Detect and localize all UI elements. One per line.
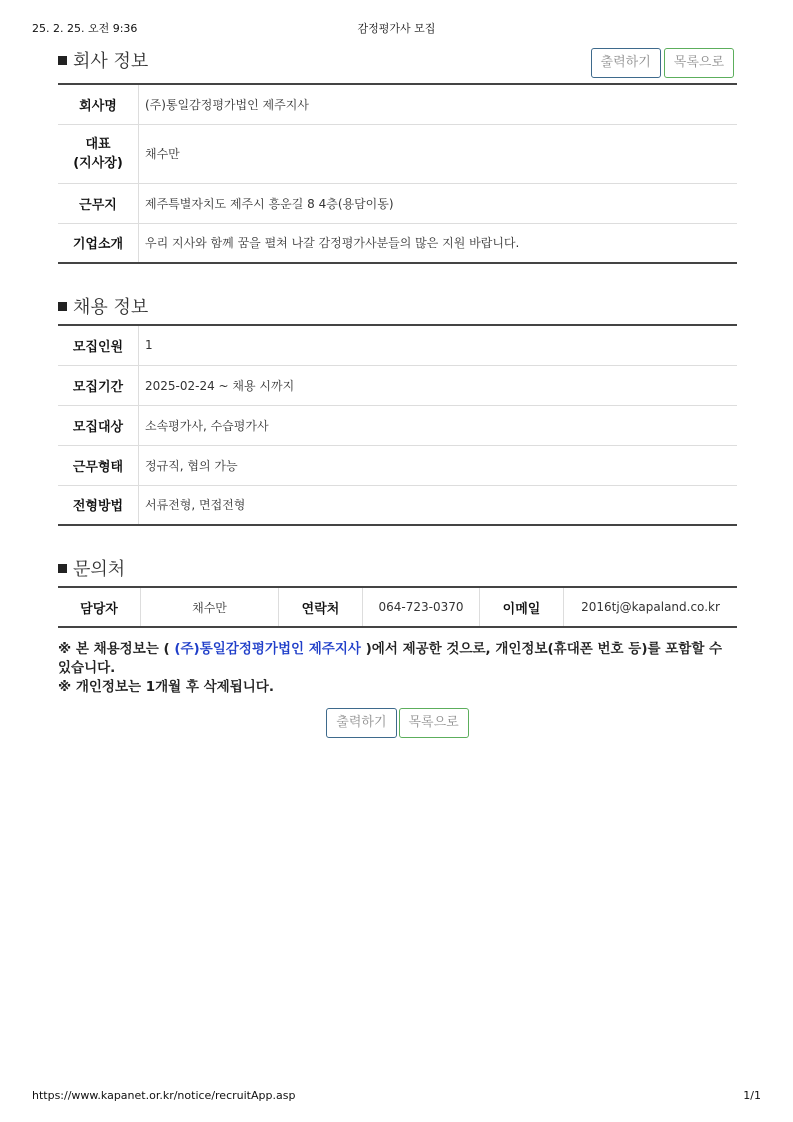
print-url: https://www.kapanet.or.kr/notice/recruitApp.asp [32,1089,296,1102]
representative-value: 채수만 [139,124,738,183]
contact-table [58,586,737,628]
print-button[interactable]: 출력하기 [591,48,661,78]
company-intro-value: 우리 지사와 함께 꿈을 펼쳐 나갈 감정평가사분들의 많은 지원 바랍니다. [145,236,520,251]
company-section-title: 회사 정보 [58,47,148,73]
headcount-label: 모집인원 [58,325,139,365]
employment-type-value: 정규직, 협의 가능 [139,445,738,485]
print-header [32,20,761,36]
workplace-label: 근무지 [58,183,139,223]
headcount-value: 1 [139,325,738,365]
table-row [58,325,737,365]
notice-line-1: ※ 본 채용정보는 ( (주)통일감정평가법인 제주지사 )에서 제공한 것으로, 개인정보(휴대폰 번호 등)를 포함할 수 있습니다. [58,641,723,676]
table-row [58,587,737,627]
table-row [58,183,737,223]
employment-type-label: 근무형태 [58,445,139,485]
table-row [58,124,737,183]
phone-label: 연락처 [279,587,363,627]
target-value: 소속평가사, 수습평가사 [139,405,738,445]
square-bullet-icon [58,302,67,311]
selection-method-value: 서류전형, 면접전형 [145,498,246,513]
recruit-section-title: 채용 정보 [58,293,148,319]
workplace-value: 제주특별자치도 제주시 흥운길 8 4층(용담이동) [139,183,738,223]
print-button[interactable]: 출력하기 [326,708,396,738]
print-page-number: 1/1 [743,1089,761,1102]
email-value[interactable]: 2016tj@kapaland.co.kr [581,600,720,614]
list-button[interactable]: 목록으로 [399,708,469,738]
top-button-group [588,48,734,78]
manager-label: 담당자 [58,587,141,627]
email-label: 이메일 [480,587,564,627]
table-row [58,445,737,485]
phone-value: 064-723-0370 [363,587,480,627]
table-row [58,485,737,525]
company-section-header [58,44,737,76]
representative-label: 대표 (지사장) [58,124,139,183]
contact-section-header [58,552,737,584]
square-bullet-icon [58,564,67,573]
period-label: 모집기간 [58,365,139,405]
print-date: 25. 2. 25. 오전 9:36 [32,22,138,35]
contact-section-title: 문의처 [58,555,125,581]
print-page-title: 감정평가사 모집 [357,22,436,35]
company-name-value: (주)통일감정평가법인 제주지사 [139,84,738,124]
square-bullet-icon [58,56,67,65]
notice-company-name: (주)통일감정평가법인 제주지사 [174,641,361,657]
manager-value: 채수만 [141,587,279,627]
recruit-info-table [58,324,737,526]
company-intro-label: 기업소개 [58,223,139,263]
company-info-table [58,83,737,264]
target-label: 모집대상 [58,405,139,445]
print-footer [32,1089,761,1103]
selection-method-label: 전형방법 [58,485,139,525]
table-row [58,405,737,445]
period-value: 2025-02-24 ~ 채용 시까지 [139,365,738,405]
bottom-button-group [58,708,737,738]
table-row [58,84,737,124]
company-name-label: 회사명 [58,84,139,124]
table-row [58,223,737,263]
notice-line-2: ※ 개인정보는 1개월 후 삭제됩니다. [58,679,274,695]
recruit-section-header [58,290,737,322]
list-button[interactable]: 목록으로 [664,48,734,78]
privacy-notice [58,640,737,697]
recruit-detail [58,44,737,738]
table-row [58,365,737,405]
